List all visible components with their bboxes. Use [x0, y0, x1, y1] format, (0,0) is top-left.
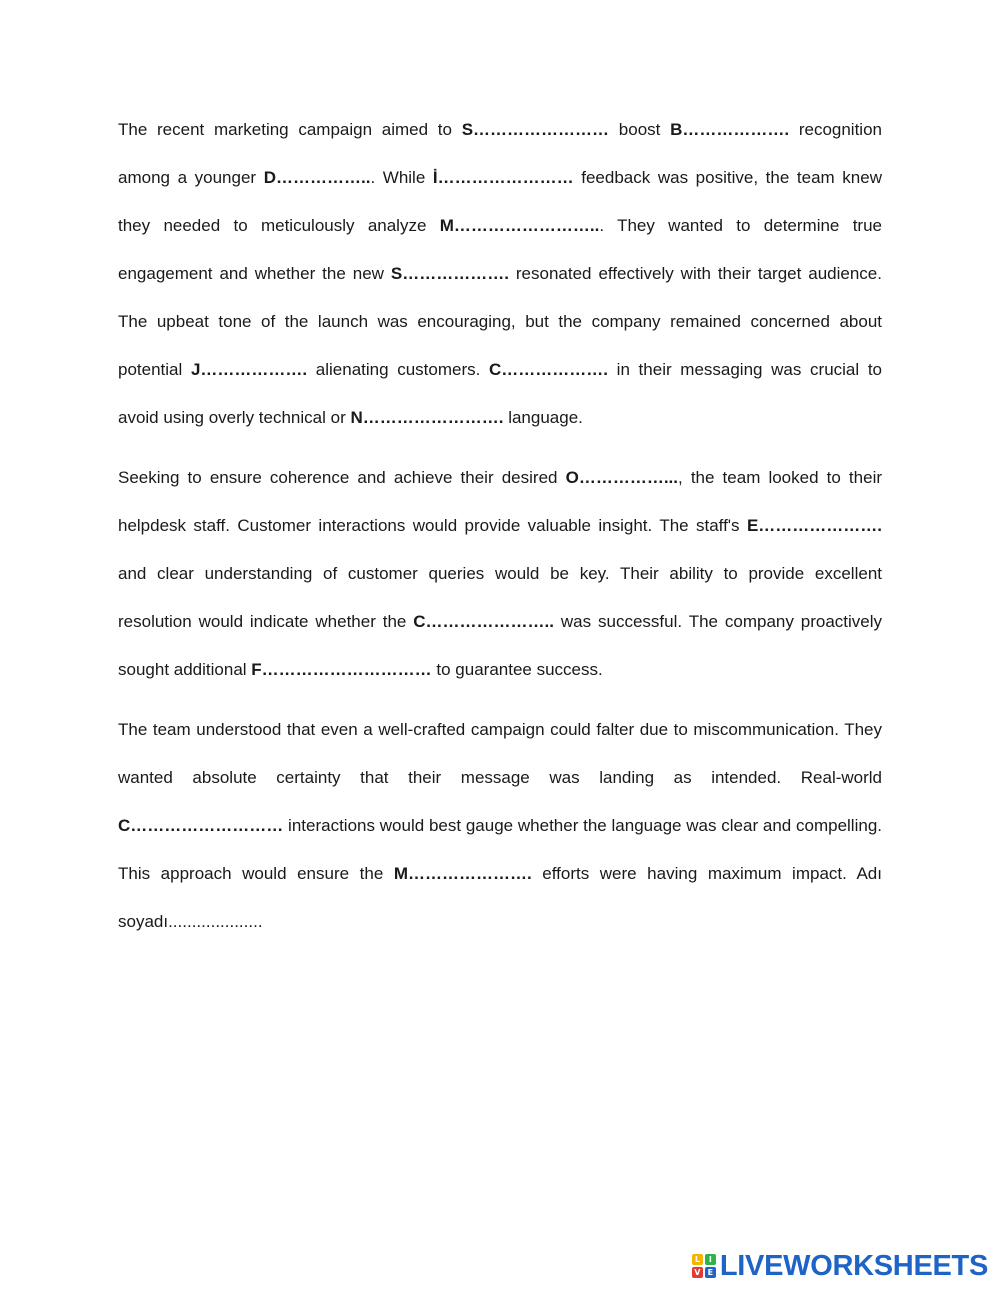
- fill-in-blank[interactable]: C……………….: [489, 360, 609, 379]
- paragraph-text: Seeking to ensure coherence and achieve their desired: [118, 468, 566, 487]
- paragraph-text: and clear understanding of customer queries would be key. Their ability to provide excellent resolution would indicate whether the: [118, 564, 882, 631]
- paragraph-text: feedback was positive, the team knew they needed to meticulously analyze: [118, 168, 882, 235]
- fill-in-blank[interactable]: N…………………….: [350, 408, 504, 427]
- paragraph-text: resonated effectively with their target audience. The upbeat tone of the launch was encouraging, but the company remained concerned about potential: [118, 264, 882, 379]
- paragraph-text: alienating customers.: [307, 360, 490, 379]
- paragraph-text: to guarantee success.: [431, 660, 603, 679]
- paragraph-text: , the team looked to their helpdesk staff. Customer interactions would provide valuable insight. The staff's: [118, 468, 883, 535]
- paragraph-1: [118, 106, 882, 442]
- logo-mark-letter: V: [692, 1267, 703, 1278]
- logo-mark-letter: I: [705, 1254, 716, 1265]
- fill-in-blank[interactable]: M……………………..: [439, 216, 600, 235]
- logo-mark-letter: E: [705, 1267, 716, 1278]
- fill-in-blank[interactable]: B……………….: [670, 120, 790, 139]
- paragraph-3: [118, 706, 882, 946]
- fill-in-blank[interactable]: S……………….: [390, 264, 509, 283]
- fill-in-blank[interactable]: C………………………: [118, 816, 284, 835]
- fill-in-blank[interactable]: M………………….: [393, 864, 532, 883]
- paragraph-text: The team understood that even a well-crafted campaign could falter due to miscommunication. They wanted absolute certainty that their message was landing as intended. Real-world: [118, 720, 882, 787]
- paragraph-text: recognition among a younger: [118, 120, 882, 187]
- fill-in-blank[interactable]: İ……………………: [432, 168, 574, 187]
- paragraph-text: interactions would best gauge whether the language was clear and compelling. This approach would ensure the: [118, 816, 882, 883]
- paragraph-text: efforts were having maximum impact. Adı soyadı....................: [118, 864, 882, 931]
- paragraph-text: . While: [370, 168, 433, 187]
- fill-in-blank[interactable]: E………………….: [746, 516, 882, 535]
- paragraph-text: was successful. The company proactively sought additional: [118, 612, 883, 679]
- logo-mark-icon: [692, 1254, 716, 1278]
- fill-in-blank[interactable]: C…………………..: [413, 612, 555, 631]
- fill-in-blank[interactable]: D……………..: [263, 168, 371, 187]
- worksheet-body: [118, 106, 882, 958]
- logo-text: LIVEWORKSHEETS: [719, 1249, 988, 1282]
- paragraph-2: [118, 454, 882, 694]
- paragraph-text: in their messaging was crucial to avoid using overly technical or: [118, 360, 882, 427]
- paragraph-text: language.: [503, 408, 583, 427]
- fill-in-blank[interactable]: F…………………………: [251, 660, 432, 679]
- paragraph-text: . They wanted to determine true engagement and whether the new: [118, 216, 882, 283]
- paragraph-text: boost: [609, 120, 671, 139]
- fill-in-blank[interactable]: O……………...: [565, 468, 678, 487]
- logo-mark-letter: L: [692, 1254, 703, 1265]
- fill-in-blank[interactable]: S……………………: [461, 120, 610, 139]
- paragraph-text: The recent marketing campaign aimed to: [118, 120, 462, 139]
- fill-in-blank[interactable]: J……………….: [190, 360, 308, 379]
- liveworksheets-logo: [692, 1248, 988, 1284]
